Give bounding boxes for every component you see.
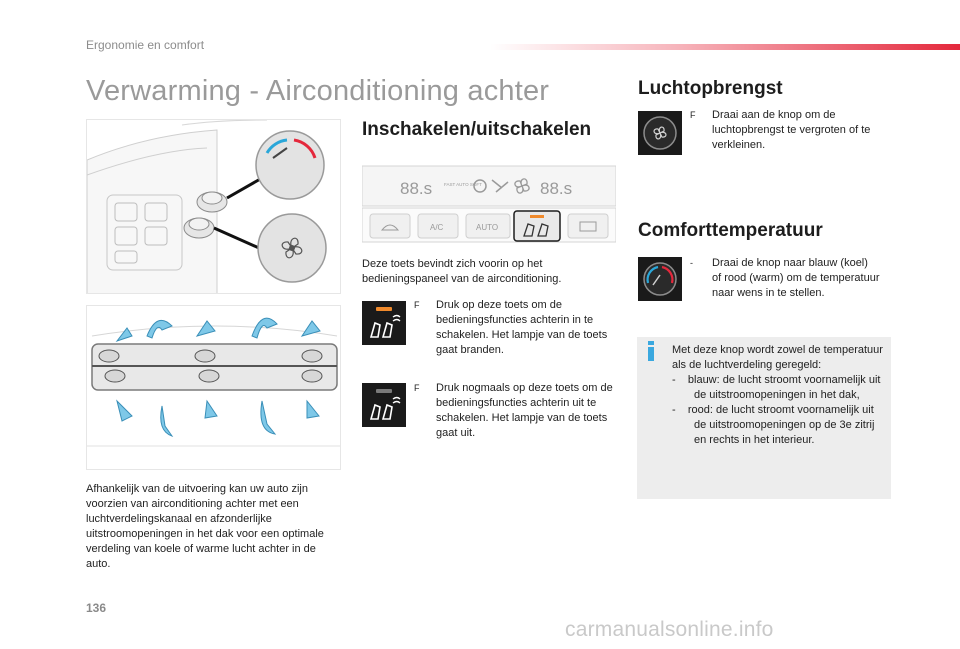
page-number: 136	[86, 601, 107, 615]
panel-display-right: 88.s	[540, 179, 573, 198]
panel-button-demist	[370, 214, 410, 238]
panel-button-rear-defrost	[568, 214, 608, 238]
step-switch-off-text: Druk nogmaals op deze toets om de bedieningsfuncties achterin uit te schakelen. Het lampje van de toets gaat uit.	[436, 382, 613, 439]
intro-paragraph: Afhankelijk van de uitvoering kan uw auto zijn voorzien van airconditioning achter met een luchtverdelingskanaal en afzonderlijke uitstroomopeningen in het dak voor een optimale verdeling van koele of warme lucht achter in de auto.	[86, 483, 324, 570]
rear-switch-on-icon	[362, 301, 406, 345]
airflow-section-title: Luchtopbrengst	[638, 78, 783, 99]
info-item-blue: - blauw: de lucht stroomt voornamelijk uit de uitstroomopeningen in het dak,	[672, 374, 881, 401]
panel-button-auto-label: AUTO	[476, 223, 499, 232]
info-line-1: Met deze knop wordt zowel de temperatuur als de luchtverdeling geregeld:	[672, 344, 883, 371]
comfort-step	[690, 256, 880, 301]
panel-mode-label: FAST AUTO SOFT	[444, 182, 482, 187]
comfort-section-title: Comforttemperatuur	[638, 220, 823, 241]
step-bullet: F	[414, 383, 420, 393]
rear-controls-illustration	[86, 119, 341, 294]
airflow-step	[690, 108, 895, 153]
step-switch-on-text: Druk op deze toets om de bedieningsfuncties achterin in te schakelen. Het lampje van de toets gaat branden.	[436, 299, 608, 356]
rear-button-indicator	[530, 215, 544, 218]
step-bullet: F	[414, 300, 420, 310]
ac-control-panel-illustration	[362, 164, 616, 244]
step-switch-on	[414, 298, 614, 358]
step-bullet: -	[690, 258, 693, 268]
header-accent-bar	[490, 44, 960, 50]
page-title: Verwarming - Airconditioning achter	[86, 75, 550, 107]
comfort-step-text: Draai de knop naar blauw (koel) of rood (warm) om de temperatuur naar wens in te stellen.	[712, 257, 880, 299]
panel-description: Deze toets bevindt zich voorin op het bedieningspaneel van de airconditioning.	[362, 258, 562, 285]
switch-section-title: Inschakelen/uitschakelen	[362, 119, 592, 140]
watermark: carmanualsonline.info	[565, 618, 774, 641]
temperature-knob-icon	[638, 257, 682, 301]
step-bullet: F	[690, 110, 696, 120]
info-icon	[645, 341, 657, 361]
info-item-red: - rood: de lucht stroomt voornamelijk uit de uitstroomopeningen op de 3e zitrij en rechts in het interieur.	[672, 404, 875, 446]
airflow-step-text: Draai aan de knop om de luchtopbrengst te vergroten of te verkleinen.	[712, 109, 871, 151]
panel-button-ac-label: A/C	[430, 223, 444, 232]
fan-knob-icon	[638, 111, 682, 155]
panel-display-left: 88.s	[400, 179, 433, 198]
info-text	[672, 343, 886, 448]
rear-switch-off-icon	[362, 383, 406, 427]
roof-vents-illustration	[86, 305, 341, 470]
section-header: Ergonomie en comfort	[86, 38, 205, 52]
step-switch-off	[414, 381, 614, 441]
